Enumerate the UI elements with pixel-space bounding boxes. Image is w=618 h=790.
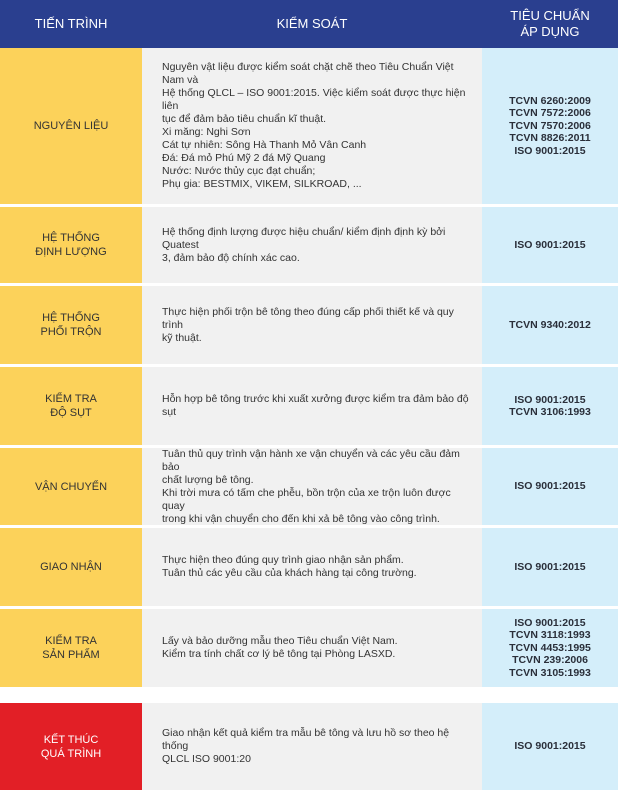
standard-text: TCVN 3105:1993 xyxy=(509,666,591,679)
control-text: chất lượng bê tông. xyxy=(162,473,254,486)
process-text: ĐỘ SỤT xyxy=(50,407,92,419)
table-row xyxy=(0,207,618,283)
table-row xyxy=(0,448,618,525)
process-cell-final xyxy=(0,703,142,790)
control-cell xyxy=(142,286,482,364)
control-cell xyxy=(142,48,482,204)
standard-text: ISO 9001:2015 xyxy=(514,740,586,753)
standard-text: TCVN 6260:2009 xyxy=(509,94,591,107)
header-standards-line2: ÁP DỤNG xyxy=(520,24,580,39)
header-control: KIỂM SOÁT xyxy=(276,16,348,31)
control-text: kỹ thuật. xyxy=(162,331,202,344)
control-text: Hệ thống định lượng được hiệu chuẩn/ kiểm định định kỳ bởi Quatest xyxy=(162,225,446,251)
control-cell xyxy=(142,703,482,790)
standard-text: ISO 9001:2015 xyxy=(514,393,586,406)
process-cell xyxy=(0,286,142,364)
control-text: Tuân thủ quy trình vận hành xe vận chuyển và các yêu cầu đảm bảo xyxy=(162,447,460,473)
control-text: Thực hiện phối trộn bê tông theo đúng cấp phối thiết kế và quy trình xyxy=(162,305,454,331)
standards-cell xyxy=(482,528,618,606)
standards-cell xyxy=(482,286,618,364)
control-text: Khi trời mưa có tấm che phễu, bồn trộn của xe trộn luôn được quay xyxy=(162,486,451,512)
control-text: Hệ thống QLCL – ISO 9001:2015. Việc kiểm soát được thực hiện liên xyxy=(162,87,466,112)
control-text: Kiểm tra tính chất cơ lý bê tông tại Phòng LASXD. xyxy=(162,648,396,660)
standards-cell xyxy=(482,367,618,445)
row-divider xyxy=(0,687,618,703)
table-row xyxy=(0,286,618,364)
standards-cell xyxy=(482,207,618,283)
table-row xyxy=(0,528,618,606)
table-header xyxy=(0,0,618,48)
control-text: QLCL ISO 9001:20 xyxy=(162,753,251,765)
control-text: Phụ gia: BESTMIX, VIKEM, SILKROAD, ... xyxy=(162,178,362,190)
control-text: Tuân thủ các yêu cầu của khách hàng tại công trường. xyxy=(162,567,417,579)
standard-text: ISO 9001:2015 xyxy=(514,144,586,157)
control-text: trong khi vận chuyển cho đến khi xả bê tông vào công trình. xyxy=(162,512,440,525)
table-row xyxy=(0,367,618,445)
standard-text: TCVN 7570:2006 xyxy=(509,119,591,132)
header-process: TIẾN TRÌNH xyxy=(34,16,108,31)
standard-text: TCVN 3118:1993 xyxy=(509,629,591,642)
standard-text: ISO 9001:2015 xyxy=(514,616,586,629)
control-cell xyxy=(142,528,482,606)
standard-text: ISO 9001:2015 xyxy=(514,480,586,493)
standard-text: TCVN 7572:2006 xyxy=(509,107,591,120)
process-text: HỆ THỐNG xyxy=(42,312,100,324)
header-standards xyxy=(482,0,618,48)
table-row xyxy=(0,609,618,687)
control-text: Hỗn hợp bê tông trước khi xuất xưởng được kiểm tra đảm bảo độ sụt xyxy=(162,393,469,418)
standard-text: TCVN 239:2006 xyxy=(512,654,588,667)
process-text: VẬN CHUYỂN xyxy=(34,480,108,493)
header-standards-line1: TIÊU CHUẨN xyxy=(510,8,590,23)
control-cell xyxy=(142,609,482,687)
control-text: Nước: Nước thủy cục đạt chuẩn; xyxy=(162,165,316,177)
process-cell xyxy=(0,367,142,445)
process-text: KIỂM TRA xyxy=(45,635,97,647)
control-text: Thực hiện theo đúng quy trình giao nhận sản phẩm. xyxy=(162,554,404,566)
process-cell xyxy=(0,609,142,687)
standard-text: TCVN 9340:2012 xyxy=(509,318,591,331)
control-text: 3, đảm bảo độ chính xác cao. xyxy=(162,251,300,264)
standard-text: ISO 9001:2015 xyxy=(514,238,586,251)
control-cell xyxy=(142,207,482,283)
standard-text: TCVN 4453:1995 xyxy=(509,641,591,654)
process-cell xyxy=(0,207,142,283)
control-text: Cát tự nhiên: Sông Hà Thanh Mỏ Vân Canh xyxy=(162,139,367,151)
process-text: SẢN PHẨM xyxy=(42,649,100,661)
control-text: Đá: Đá mỏ Phú Mỹ 2 đá Mỹ Quang xyxy=(162,152,326,164)
control-text: Nguyên vật liệu được kiểm soát chặt chẽ theo Tiêu Chuẩn Việt Nam và xyxy=(162,61,454,86)
table-row xyxy=(0,48,618,204)
standards-cell xyxy=(482,609,618,687)
control-cell xyxy=(142,367,482,445)
control-text: Xi măng: Nghi Sơn xyxy=(162,126,251,138)
control-text: Lấy và bảo dưỡng mẫu theo Tiêu chuẩn Việt Nam. xyxy=(162,635,398,647)
process-text: PHỐI TRỘN xyxy=(40,326,102,338)
control-text: Giao nhận kết quả kiểm tra mẫu bê tông và lưu hồ sơ theo hệ thống xyxy=(162,727,450,752)
standard-text: TCVN 3106:1993 xyxy=(509,406,591,418)
process-text: GIAO NHẬN xyxy=(40,561,102,573)
control-text: tục để đảm bảo tiêu chuẩn kĩ thuật. xyxy=(162,113,327,125)
process-text: KIỂM TRA xyxy=(45,393,97,405)
process-cell xyxy=(0,448,142,525)
standard-text: ISO 9001:2015 xyxy=(514,560,586,573)
process-cell xyxy=(0,528,142,606)
standards-cell xyxy=(482,448,618,525)
process-text: QUÁ TRÌNH xyxy=(40,747,102,760)
standards-cell xyxy=(482,48,618,204)
control-cell xyxy=(142,448,482,525)
process-text: NGUYÊN LIỆU xyxy=(33,120,109,132)
process-text: ĐỊNH LƯỢNG xyxy=(35,246,107,258)
process-text: KẾT THÚC xyxy=(43,733,99,746)
process-cell xyxy=(0,48,142,204)
process-text: HỆ THỐNG xyxy=(42,232,100,244)
standard-text: TCVN 8826:2011 xyxy=(509,132,591,145)
standards-cell xyxy=(482,703,618,790)
table-row xyxy=(0,703,618,790)
